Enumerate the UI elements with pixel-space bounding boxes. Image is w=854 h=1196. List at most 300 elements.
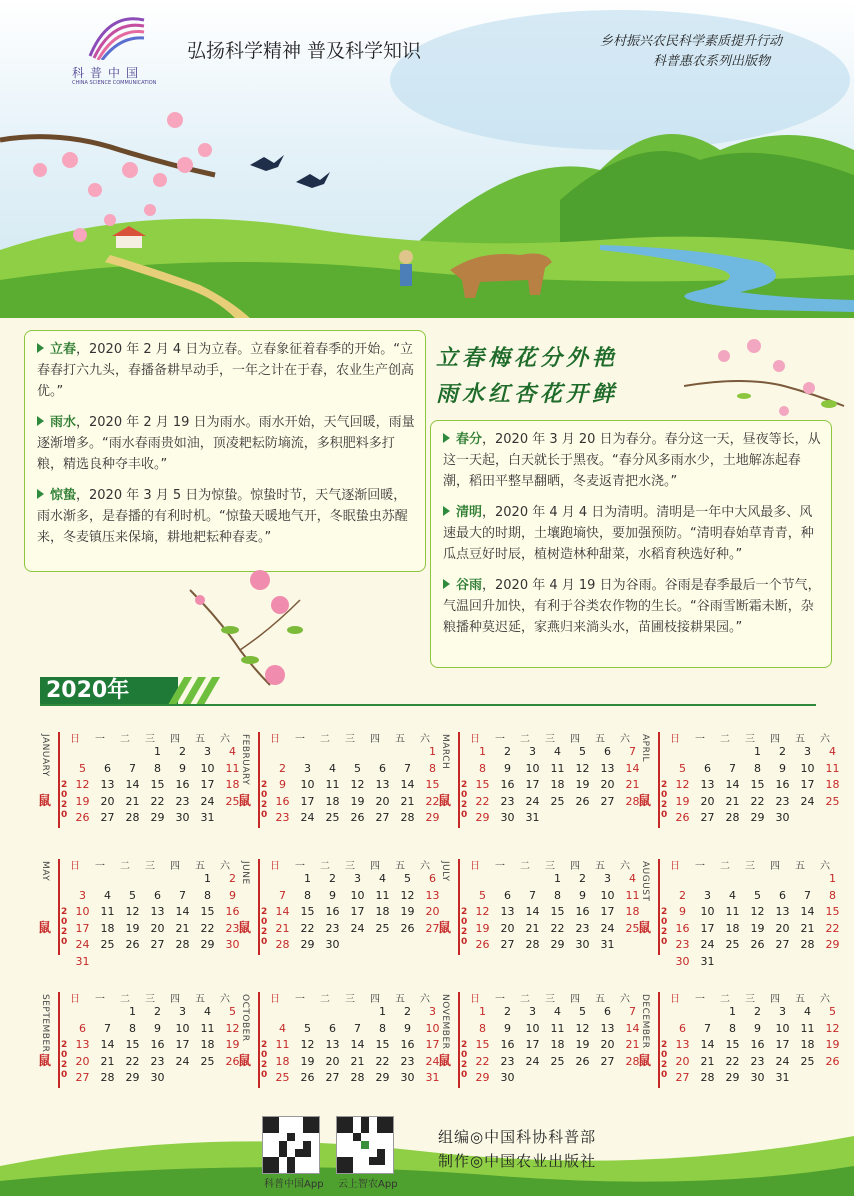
day-cell: 5	[579, 1005, 586, 1018]
day-cell-empty	[145, 871, 170, 888]
day-cell: 29	[750, 811, 765, 824]
weekday-label: 六	[220, 994, 230, 1005]
day-cell: 21	[275, 921, 290, 935]
day-cell: 20	[425, 905, 440, 918]
year-vertical: 2 0 2 0	[461, 780, 468, 820]
weekday-label: 一	[95, 994, 105, 1005]
month-divider	[658, 732, 660, 828]
term-paragraph: 立春，2020 年 2 月 4 日为立春。立春象征着春季的开始。“立春春打六九头，春播备耕早动手，一年之计在于春，农业生产创高优。”	[37, 342, 415, 399]
day-cell: 4	[804, 1005, 811, 1018]
month-july	[440, 857, 645, 975]
day-cell-empty	[345, 937, 370, 954]
day-cell: 25	[200, 1054, 215, 1068]
day-cell-empty	[745, 871, 770, 888]
month-name: JUNE	[240, 861, 250, 885]
week-row	[70, 1070, 245, 1087]
weekday-label: 五	[795, 861, 805, 872]
day-cell-empty	[120, 871, 145, 888]
week-row	[70, 871, 245, 888]
weekday-label: 三	[545, 734, 555, 745]
day-cell: 26	[350, 811, 365, 824]
day-cell: 7	[729, 761, 736, 775]
day-cell: 8	[479, 1021, 486, 1035]
weekday-label: 四	[570, 734, 580, 745]
credit-editor: 组编◎中国科协科普部	[438, 1128, 597, 1146]
day-cell: 16	[575, 905, 590, 918]
year-vertical: 2 0 2 0	[461, 907, 468, 947]
day-cell-empty	[470, 871, 495, 888]
day-cell: 13	[375, 778, 390, 791]
day-cell: 19	[350, 794, 365, 808]
day-cell: 6	[104, 761, 111, 775]
day-cell: 18	[550, 778, 565, 791]
day-cell: 7	[804, 888, 811, 902]
weekday-header	[270, 990, 445, 1004]
day-cell: 15	[375, 1038, 390, 1051]
term-paragraph: 春分，2020 年 3 月 20 日为春分。春分这一天，昼夜等长，从这一天起，白天就长于黑夜。“春分风多雨水少，土地解冻起春潮，稻田平整早翻晒，冬麦返青把水浇。”	[443, 432, 821, 489]
week-row	[270, 888, 445, 905]
month-grid	[270, 857, 445, 954]
triangle-bullet-icon	[37, 343, 44, 353]
day-cell: 10	[525, 761, 540, 775]
week-row	[270, 1021, 445, 1038]
weekday-header	[270, 730, 445, 744]
day-cell: 30	[575, 938, 590, 951]
series-title-line1: 乡村振兴农民科学素质提升行动	[599, 34, 782, 49]
day-cell: 26	[825, 1054, 840, 1068]
day-cell: 13	[775, 905, 790, 918]
zodiac-label: 鼠	[238, 921, 252, 936]
day-cell-empty	[270, 871, 295, 888]
qr-icon	[337, 1117, 393, 1173]
week-row	[670, 761, 845, 778]
weekday-label: 日	[70, 734, 80, 745]
day-cell: 6	[429, 872, 436, 885]
day-cell: 22	[825, 921, 840, 935]
day-cell-empty	[95, 871, 120, 888]
day-cell: 28	[400, 811, 415, 824]
day-cell: 4	[279, 1021, 286, 1035]
week-row	[270, 744, 445, 761]
day-cell: 22	[475, 1054, 490, 1068]
solar-terms-card-right	[430, 420, 832, 668]
day-cell: 24	[700, 938, 715, 951]
weekday-label: 四	[170, 994, 180, 1005]
day-cell: 4	[104, 888, 111, 902]
day-cell: 15	[475, 1038, 490, 1051]
day-cell: 7	[704, 1021, 711, 1035]
weekday-label: 五	[795, 994, 805, 1005]
week-row	[270, 810, 445, 827]
day-cell: 24	[300, 811, 315, 824]
year-vertical: 2 0 2 0	[61, 907, 68, 947]
day-cell-empty	[195, 1070, 220, 1087]
day-cell: 27	[500, 938, 515, 951]
day-cell-empty	[670, 744, 695, 761]
month-name: JULY	[440, 861, 450, 882]
day-cell-empty	[370, 744, 395, 761]
day-cell: 12	[75, 778, 90, 791]
day-cell: 10	[75, 905, 90, 918]
day-cell: 23	[500, 794, 515, 808]
day-cell: 21	[175, 921, 190, 935]
day-cell: 21	[800, 921, 815, 935]
month-divider	[658, 992, 660, 1088]
week-row	[270, 794, 445, 811]
day-cell: 2	[229, 872, 236, 885]
day-cell: 21	[725, 794, 740, 808]
day-cell: 13	[100, 778, 115, 791]
day-cell: 18	[800, 1038, 815, 1051]
week-row	[670, 1004, 845, 1021]
day-cell-empty	[720, 744, 745, 761]
day-cell: 13	[75, 1038, 90, 1051]
day-cell: 11	[225, 761, 240, 775]
day-cell: 7	[404, 761, 411, 775]
day-cell: 15	[300, 905, 315, 918]
day-cell: 21	[625, 1038, 640, 1051]
day-cell-empty	[320, 744, 345, 761]
day-cell: 10	[600, 888, 615, 902]
day-cell: 31	[200, 811, 215, 824]
week-row	[670, 1021, 845, 1038]
day-cell: 18	[200, 1038, 215, 1051]
day-cell: 22	[125, 1054, 140, 1068]
day-cell: 15	[750, 778, 765, 791]
day-cell: 17	[200, 778, 215, 791]
day-cell: 17	[425, 1038, 440, 1051]
day-cell: 23	[275, 811, 290, 824]
month-august	[640, 857, 845, 975]
day-cell: 15	[125, 1038, 140, 1051]
day-cell: 24	[600, 921, 615, 935]
day-cell: 16	[775, 778, 790, 791]
weekday-label: 六	[820, 994, 830, 1005]
weekday-header	[70, 990, 245, 1004]
weekday-label: 三	[345, 994, 355, 1005]
day-cell: 23	[500, 1054, 515, 1068]
day-cell: 21	[400, 794, 415, 808]
day-cell: 17	[775, 1038, 790, 1051]
weekday-label: 六	[420, 861, 430, 872]
qr-code-kepu[interactable]	[262, 1116, 320, 1174]
weekday-label: 五	[195, 734, 205, 745]
month-april	[640, 730, 845, 848]
day-cell: 28	[800, 938, 815, 951]
day-cell: 3	[604, 872, 611, 885]
month-november	[440, 990, 645, 1108]
weekday-label: 一	[695, 861, 705, 872]
weekday-label: 二	[120, 994, 130, 1005]
day-cell-empty	[695, 1004, 720, 1021]
day-cell: 6	[679, 1021, 686, 1035]
day-cell-empty	[520, 871, 545, 888]
day-cell: 7	[629, 745, 636, 758]
day-cell: 15	[825, 905, 840, 918]
weekday-label: 三	[745, 734, 755, 745]
day-cell: 19	[75, 794, 90, 808]
day-cell: 9	[579, 888, 586, 902]
day-cell: 24	[425, 1054, 440, 1068]
weekday-label: 五	[795, 734, 805, 745]
day-cell: 9	[504, 761, 511, 775]
day-cell: 16	[500, 1038, 515, 1051]
month-name: NOVEMBER	[440, 994, 450, 1050]
day-cell: 3	[529, 1005, 536, 1018]
day-cell-empty	[770, 954, 795, 971]
qr-label-kepu: 科普中国App	[264, 1179, 324, 1190]
day-cell: 30	[500, 1071, 515, 1084]
day-cell: 26	[225, 1054, 240, 1068]
day-cell: 16	[750, 1038, 765, 1051]
day-cell-empty	[545, 1070, 570, 1087]
day-cell: 24	[75, 938, 90, 951]
year-vertical: 2 0 2 0	[661, 907, 668, 947]
month-divider	[258, 859, 260, 955]
month-divider	[58, 732, 60, 828]
term-paragraph: 清明，2020 年 4 月 4 日为清明。清明是一年中大风最多、风速最大的时期，土壤跑墒快，要加强预防。“清明春始草青青，种瓜点豆好时辰，植树造林种甜菜，水稻育秧选好种。”	[443, 505, 814, 562]
day-cell-empty	[95, 954, 120, 971]
qr-code-yunshang[interactable]	[336, 1116, 394, 1174]
day-cell-empty	[195, 954, 220, 971]
day-cell: 27	[675, 1071, 690, 1084]
day-cell: 22	[425, 794, 440, 808]
day-cell: 5	[404, 872, 411, 885]
day-cell: 7	[104, 1021, 111, 1035]
day-cell: 4	[204, 1005, 211, 1018]
week-row	[670, 810, 845, 827]
week-row	[270, 777, 445, 794]
day-cell-empty	[720, 871, 745, 888]
month-december	[640, 990, 845, 1108]
weekday-label: 三	[745, 994, 755, 1005]
day-cell: 14	[275, 905, 290, 918]
weekday-label: 二	[520, 994, 530, 1005]
day-cell: 15	[475, 778, 490, 791]
day-cell: 11	[100, 905, 115, 918]
day-cell-empty	[345, 744, 370, 761]
day-cell: 16	[175, 778, 190, 791]
week-row	[670, 1054, 845, 1071]
day-cell: 20	[775, 921, 790, 935]
day-cell: 14	[725, 778, 740, 791]
weekday-header	[470, 990, 645, 1004]
day-cell: 2	[779, 745, 786, 758]
day-cell: 3	[779, 1005, 786, 1018]
day-cell: 28	[350, 1071, 365, 1084]
day-cell: 8	[829, 888, 836, 902]
day-cell: 23	[225, 921, 240, 935]
year-label: 2020年	[40, 677, 178, 705]
day-cell: 4	[329, 761, 336, 775]
day-cell: 26	[300, 1071, 315, 1084]
month-name: OCTOBER	[240, 994, 250, 1042]
weekday-label: 四	[770, 734, 780, 745]
day-cell: 7	[629, 1005, 636, 1018]
day-cell: 2	[579, 872, 586, 885]
peach-branch-icon	[180, 560, 320, 690]
credit-producer: 制作◎中国农业出版社	[438, 1152, 597, 1170]
week-row	[670, 921, 845, 938]
day-cell: 10	[175, 1021, 190, 1035]
day-cell: 12	[300, 1038, 315, 1051]
day-cell: 11	[200, 1021, 215, 1035]
day-cell-empty	[820, 1070, 845, 1087]
day-cell: 5	[79, 761, 86, 775]
day-cell-empty	[170, 1070, 195, 1087]
day-cell: 24	[800, 794, 815, 808]
day-cell: 29	[725, 1071, 740, 1084]
zodiac-label: 鼠	[638, 921, 652, 936]
day-cell: 1	[154, 745, 161, 758]
day-cell: 27	[700, 811, 715, 824]
day-cell: 26	[75, 811, 90, 824]
day-cell: 2	[279, 761, 286, 775]
week-row	[70, 777, 245, 794]
weekday-label: 四	[370, 994, 380, 1005]
month-divider	[258, 732, 260, 828]
year-vertical: 2 0 2 0	[261, 780, 268, 820]
day-cell: 25	[550, 1054, 565, 1068]
day-cell: 27	[600, 1054, 615, 1068]
day-cell: 12	[750, 905, 765, 918]
zodiac-label: 鼠	[638, 794, 652, 809]
month-name: FEBRUARY	[240, 734, 250, 786]
weekday-label: 三	[345, 734, 355, 745]
week-row	[470, 1021, 645, 1038]
day-cell: 3	[704, 888, 711, 902]
day-cell: 19	[750, 921, 765, 935]
day-cell: 3	[79, 888, 86, 902]
day-cell: 2	[154, 1005, 161, 1018]
day-cell: 24	[350, 921, 365, 935]
day-cell: 11	[825, 761, 840, 775]
month-june	[240, 857, 445, 975]
day-cell: 31	[525, 811, 540, 824]
day-cell: 5	[129, 888, 136, 902]
day-cell: 30	[175, 811, 190, 824]
day-cell: 27	[150, 938, 165, 951]
day-cell: 5	[829, 1005, 836, 1018]
weekday-label: 三	[145, 861, 155, 872]
day-cell: 12	[125, 905, 140, 918]
day-cell: 31	[600, 938, 615, 951]
day-cell: 14	[525, 905, 540, 918]
blossom-branch-icon	[684, 326, 854, 426]
day-cell: 10	[300, 778, 315, 791]
zodiac-label: 鼠	[38, 1054, 52, 1069]
day-cell: 10	[700, 905, 715, 918]
day-cell: 18	[100, 921, 115, 935]
day-cell: 8	[154, 761, 161, 775]
day-cell: 6	[604, 1005, 611, 1018]
day-cell: 28	[525, 938, 540, 951]
year-vertical: 2 0 2 0	[461, 1040, 468, 1080]
week-row	[270, 871, 445, 888]
weekday-label: 二	[720, 994, 730, 1005]
day-cell-empty	[395, 937, 420, 954]
weekday-label: 日	[470, 734, 480, 745]
weekday-label: 日	[270, 994, 280, 1005]
weekday-label: 三	[145, 734, 155, 745]
day-cell: 3	[304, 761, 311, 775]
month-september	[40, 990, 245, 1108]
day-cell-empty	[70, 1004, 95, 1021]
year-vertical: 2 0 2 0	[261, 907, 268, 947]
day-cell: 1	[829, 872, 836, 885]
month-name: APRIL	[640, 734, 650, 763]
decorative-stripes	[176, 677, 218, 705]
day-cell: 27	[425, 921, 440, 935]
day-cell: 30	[150, 1071, 165, 1084]
weekday-label: 一	[695, 734, 705, 745]
month-divider	[58, 992, 60, 1088]
term-paragraph: 谷雨，2020 年 4 月 19 日为谷雨。谷雨是春季最后一个节气，气温回升加快，有利于谷类农作物的生长。“谷雨雪断霜未断，杂粮播种莫迟延，家燕归来淌头水，苗圃枝接耕果园。”	[443, 578, 821, 635]
day-cell: 22	[725, 1054, 740, 1068]
day-cell: 2	[754, 1005, 761, 1018]
day-cell: 20	[375, 794, 390, 808]
year-vertical: 2 0 2 0	[661, 780, 668, 820]
weekday-label: 五	[595, 994, 605, 1005]
week-row	[70, 1054, 245, 1071]
month-grid	[70, 857, 245, 970]
weekday-label: 六	[420, 734, 430, 745]
day-cell: 11	[550, 1021, 565, 1035]
day-cell: 19	[575, 778, 590, 791]
day-cell: 28	[625, 1054, 640, 1068]
day-cell: 4	[379, 872, 386, 885]
week-row	[70, 794, 245, 811]
day-cell: 20	[700, 794, 715, 808]
day-cell: 23	[775, 794, 790, 808]
day-cell-empty	[120, 954, 145, 971]
week-row	[270, 1004, 445, 1021]
week-row	[70, 761, 245, 778]
triangle-bullet-icon	[443, 506, 450, 516]
month-march	[440, 730, 645, 848]
weekday-label: 五	[595, 734, 605, 745]
month-name: AUGUST	[640, 861, 650, 902]
month-may	[40, 857, 245, 975]
day-cell: 30	[500, 811, 515, 824]
month-grid	[70, 730, 245, 827]
day-cell-empty	[320, 1004, 345, 1021]
weekday-label: 六	[220, 734, 230, 745]
year-vertical: 2 0 2 0	[61, 780, 68, 820]
day-cell-empty	[145, 954, 170, 971]
month-divider	[258, 992, 260, 1088]
day-cell: 17	[75, 921, 90, 935]
weekday-label: 一	[495, 994, 505, 1005]
day-cell: 28	[275, 938, 290, 951]
day-cell-empty	[70, 871, 95, 888]
day-cell: 8	[479, 761, 486, 775]
day-cell: 29	[375, 1071, 390, 1084]
month-name: MARCH	[440, 734, 450, 770]
week-row	[670, 1070, 845, 1087]
triangle-bullet-icon	[443, 433, 450, 443]
day-cell: 12	[825, 1021, 840, 1035]
day-cell: 3	[529, 745, 536, 758]
year-vertical: 2 0 2 0	[61, 1040, 68, 1080]
weekday-label: 二	[720, 734, 730, 745]
week-row	[470, 777, 645, 794]
day-cell: 26	[575, 1054, 590, 1068]
day-cell: 28	[175, 938, 190, 951]
day-cell: 1	[554, 872, 561, 885]
day-cell: 1	[729, 1005, 736, 1018]
day-cell: 20	[600, 1038, 615, 1051]
